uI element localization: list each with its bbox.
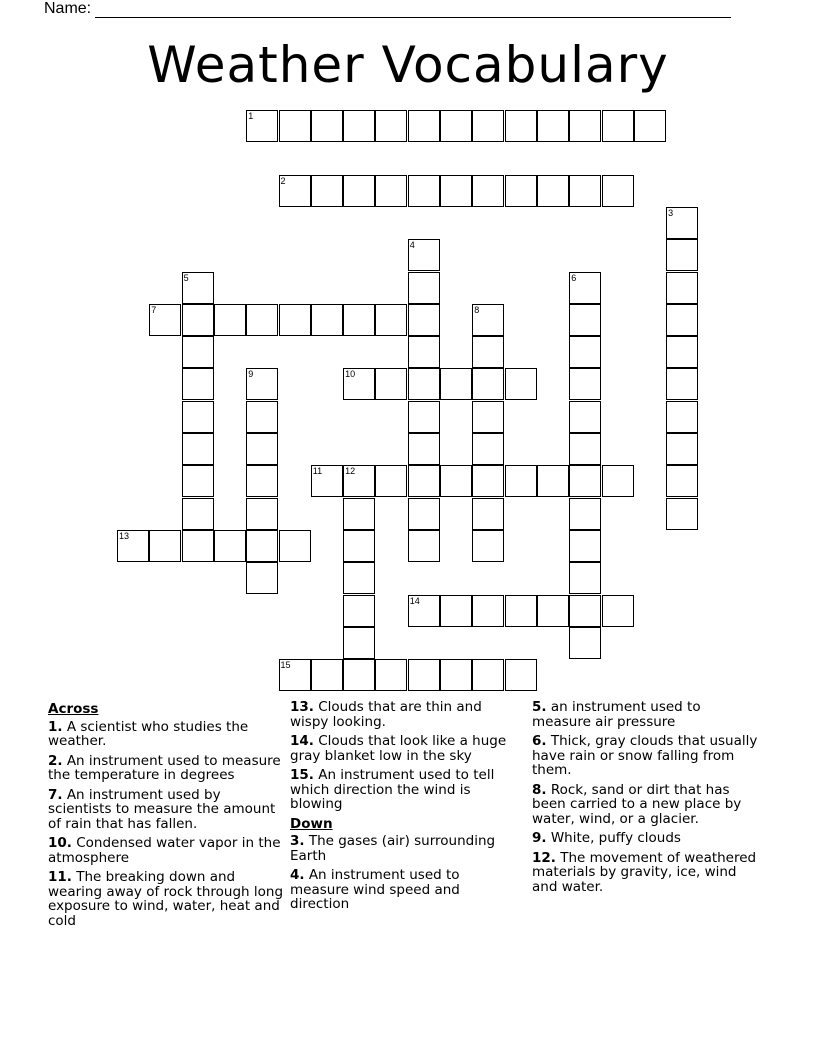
clue-item (290, 734, 522, 763)
crossword-cell[interactable] (634, 110, 666, 142)
crossword-cell[interactable] (246, 465, 278, 497)
crossword-cell[interactable] (408, 304, 440, 336)
crossword-cell[interactable] (440, 659, 472, 691)
crossword-cell[interactable] (602, 110, 634, 142)
crossword-cell[interactable] (472, 336, 504, 368)
crossword-cell[interactable] (408, 239, 440, 271)
across-header: Across (48, 701, 99, 717)
crossword-cell[interactable] (214, 530, 246, 562)
clue-item-number: 12. (532, 849, 556, 866)
crossword-cell[interactable] (182, 336, 214, 368)
clue-number: 5 (183, 272, 189, 283)
crossword-cell[interactable] (182, 272, 214, 304)
crossword-cell[interactable] (569, 627, 601, 659)
name-label: Name: (44, 0, 92, 17)
crossword-cell[interactable] (569, 272, 601, 304)
crossword-cell[interactable] (472, 433, 504, 465)
crossword-cell[interactable] (408, 659, 440, 691)
crossword-cell[interactable] (279, 304, 311, 336)
crossword-cell[interactable] (666, 239, 698, 271)
crossword-cell[interactable] (246, 562, 278, 594)
clue-number: 2 (280, 175, 286, 186)
crossword-cell[interactable] (375, 368, 407, 400)
crossword-cell[interactable] (537, 595, 569, 627)
clue-number: 13 (119, 530, 130, 541)
clue-item-text: The movement of weathered materials by gravity, ice, wind and water. (532, 849, 757, 895)
clue-number: 10 (345, 369, 356, 380)
crossword-cell[interactable] (505, 659, 537, 691)
crossword-cell[interactable] (182, 401, 214, 433)
crossword-cell[interactable] (569, 498, 601, 530)
crossword-cell[interactable] (375, 659, 407, 691)
crossword-cell[interactable] (343, 498, 375, 530)
clue-item-number: 14. (290, 733, 314, 749)
crossword-cell[interactable] (279, 175, 311, 207)
clue-number: 7 (151, 304, 157, 315)
crossword-cell[interactable] (472, 498, 504, 530)
clue-item (290, 868, 522, 912)
clue-number: 6 (571, 272, 577, 283)
clue-item-number: 5. (532, 699, 547, 715)
clue-number: 9 (248, 369, 254, 380)
clue-number: 3 (668, 207, 674, 218)
crossword-cell[interactable] (472, 110, 504, 142)
crossword-cell[interactable] (472, 175, 504, 207)
crossword-cell[interactable] (505, 595, 537, 627)
crossword-cell[interactable] (505, 110, 537, 142)
clue-item-text: An instrument used to measure wind speed and direction (290, 867, 460, 912)
crossword-cell[interactable] (408, 401, 440, 433)
crossword-cell[interactable] (569, 110, 601, 142)
clue-item-text: Rock, sand or dirt that has been carried to a new place by water, wind, or a glacier. (532, 781, 742, 827)
clue-item-number: 6. (532, 733, 547, 749)
page-title: Weather Vocabulary (147, 36, 669, 94)
clue-item (48, 720, 284, 749)
crossword-cell[interactable] (214, 304, 246, 336)
crossword-cell[interactable] (569, 530, 601, 562)
crossword-cell[interactable] (472, 530, 504, 562)
crossword-cell[interactable] (602, 595, 634, 627)
clue-item (532, 734, 762, 778)
clue-item-number: 2. (48, 752, 63, 769)
crossword-cell[interactable] (343, 627, 375, 659)
clue-number: 8 (474, 304, 480, 315)
crossword-cell[interactable] (408, 530, 440, 562)
clue-item-number: 1. (48, 718, 63, 735)
crossword-cell[interactable] (666, 304, 698, 336)
crossword-cell[interactable] (569, 304, 601, 336)
crossword-cell[interactable] (569, 401, 601, 433)
clue-column-3 (532, 700, 762, 899)
clue-item-number: 3. (290, 833, 305, 849)
clue-column-1 (48, 700, 284, 933)
crossword-cell[interactable] (666, 207, 698, 239)
clue-item-number: 10. (48, 835, 72, 851)
crossword-cell[interactable] (311, 110, 343, 142)
clue-item-text: Condensed water vapor in the atmosphere (48, 835, 281, 866)
crossword-cell[interactable] (375, 304, 407, 336)
crossword-cell[interactable] (343, 530, 375, 562)
crossword-cell[interactable] (182, 465, 214, 497)
clue-item-number: 7. (48, 786, 63, 803)
crossword-cell[interactable] (569, 368, 601, 400)
clue-item-number: 13. (290, 699, 314, 715)
clue-item-text: Clouds that look like a huge gray blanket low in the sky (290, 733, 507, 764)
crossword-cell[interactable] (440, 368, 472, 400)
crossword-cell[interactable] (666, 401, 698, 433)
clue-item-text: A scientist who studies the weather. (48, 718, 249, 749)
crossword-cell[interactable] (182, 304, 214, 336)
crossword-cell[interactable] (569, 465, 601, 497)
crossword-cell[interactable] (343, 175, 375, 207)
crossword-cell[interactable] (246, 401, 278, 433)
crossword-cell[interactable] (408, 498, 440, 530)
crossword-cell[interactable] (537, 110, 569, 142)
crossword-cell[interactable] (375, 110, 407, 142)
clue-item-text: Clouds that are thin and wispy looking. (290, 699, 482, 730)
clue-item (48, 788, 284, 832)
clue-column-2 (290, 700, 522, 917)
crossword-cell[interactable] (537, 465, 569, 497)
crossword-cell[interactable] (408, 595, 440, 627)
clue-item-text: an instrument used to measure air pressure (532, 699, 701, 730)
clue-item-number: 11. (48, 869, 72, 885)
crossword-cell[interactable] (246, 433, 278, 465)
crossword-cell[interactable] (602, 175, 634, 207)
crossword-cell[interactable] (408, 433, 440, 465)
crossword-cell[interactable] (375, 465, 407, 497)
crossword-cell[interactable] (505, 465, 537, 497)
crossword-cell[interactable] (311, 175, 343, 207)
clue-item (48, 836, 284, 865)
clue-item (48, 870, 284, 928)
crossword-cell[interactable] (246, 498, 278, 530)
crossword-cell[interactable] (472, 659, 504, 691)
clue-item (290, 700, 522, 729)
clue-item (290, 834, 522, 863)
crossword-cell[interactable] (279, 659, 311, 691)
clue-number: 12 (345, 466, 356, 477)
crossword-cell[interactable] (149, 530, 181, 562)
clue-number: 11 (312, 466, 323, 477)
crossword-cell[interactable] (472, 304, 504, 336)
crossword-cell[interactable] (408, 465, 440, 497)
clue-item (48, 754, 284, 783)
crossword-cell[interactable] (472, 465, 504, 497)
crossword-cell[interactable] (149, 304, 181, 336)
crossword-cell[interactable] (569, 175, 601, 207)
crossword-cell[interactable] (569, 433, 601, 465)
crossword-cell[interactable] (279, 110, 311, 142)
crossword-cell[interactable] (666, 465, 698, 497)
crossword-cell[interactable] (408, 336, 440, 368)
crossword-cell[interactable] (182, 368, 214, 400)
clue-item-text: An instrument used to measure the temperature in degrees (48, 752, 281, 783)
clue-item (532, 700, 762, 729)
crossword-cell[interactable] (440, 110, 472, 142)
crossword-cell[interactable] (472, 368, 504, 400)
crossword-cell[interactable] (666, 368, 698, 400)
clue-number: 14 (409, 595, 420, 606)
clue-item-text: White, puffy clouds (546, 830, 681, 846)
clue-item (532, 831, 762, 846)
crossword-cell[interactable] (602, 465, 634, 497)
clue-item-text: An instrument used to tell which direction the wind is blowing (290, 767, 495, 812)
clue-item-number: 9. (532, 830, 547, 846)
crossword-cell[interactable] (279, 530, 311, 562)
crossword-cell[interactable] (246, 368, 278, 400)
crossword-cell[interactable] (408, 272, 440, 304)
clue-item-number: 4. (290, 867, 305, 883)
crossword-cell[interactable] (182, 498, 214, 530)
crossword-cell[interactable] (537, 175, 569, 207)
crossword-cell[interactable] (472, 595, 504, 627)
crossword-cell[interactable] (246, 530, 278, 562)
crossword-cell[interactable] (246, 110, 278, 142)
crossword-cell[interactable] (408, 368, 440, 400)
clue-item-text: The gases (air) surrounding Earth (290, 833, 496, 864)
crossword-cell[interactable] (117, 530, 149, 562)
crossword-cell[interactable] (666, 336, 698, 368)
clue-item (290, 768, 522, 812)
crossword-cell[interactable] (375, 175, 407, 207)
clue-item-text: Thick, gray clouds that usually have rain or snow falling from them. (532, 733, 758, 778)
clue-item (532, 783, 762, 827)
crossword-cell[interactable] (408, 175, 440, 207)
crossword-cell[interactable] (666, 498, 698, 530)
clue-number: 4 (409, 240, 415, 251)
crossword-cell[interactable] (666, 272, 698, 304)
crossword-cell[interactable] (505, 175, 537, 207)
clue-item-text: The breaking down and wearing away of rock through long exposure to wind, water, heat and cold (48, 869, 284, 929)
clue-item-number: 15. (290, 767, 314, 783)
clue-item (532, 851, 762, 895)
clue-item-number: 8. (532, 781, 547, 798)
crossword-cell[interactable] (440, 465, 472, 497)
crossword-cell[interactable] (569, 336, 601, 368)
crossword-cell[interactable] (343, 595, 375, 627)
crossword-cell[interactable] (472, 401, 504, 433)
crossword-cell[interactable] (182, 433, 214, 465)
crossword-cell[interactable] (440, 175, 472, 207)
crossword-cell[interactable] (343, 659, 375, 691)
crossword-cell[interactable] (343, 562, 375, 594)
crossword-cell[interactable] (246, 304, 278, 336)
crossword-cell[interactable] (440, 595, 472, 627)
clue-number: 15 (280, 660, 291, 671)
crossword-cell[interactable] (182, 530, 214, 562)
crossword-cell[interactable] (569, 595, 601, 627)
clue-item-text: An instrument used by scientists to measure the amount of rain that has fallen. (48, 786, 276, 832)
crossword-cell[interactable] (408, 110, 440, 142)
crossword-cell[interactable] (569, 562, 601, 594)
crossword-cell[interactable] (343, 465, 375, 497)
crossword-cell[interactable] (343, 304, 375, 336)
crossword-cell[interactable] (666, 433, 698, 465)
crossword-cell[interactable] (311, 465, 343, 497)
crossword-cell[interactable] (311, 659, 343, 691)
crossword-cell[interactable] (311, 304, 343, 336)
crossword-cell[interactable] (505, 368, 537, 400)
crossword-cell[interactable] (343, 368, 375, 400)
crossword-cell[interactable] (343, 110, 375, 142)
clue-number: 1 (248, 111, 254, 121)
down-header: Down (290, 815, 333, 832)
